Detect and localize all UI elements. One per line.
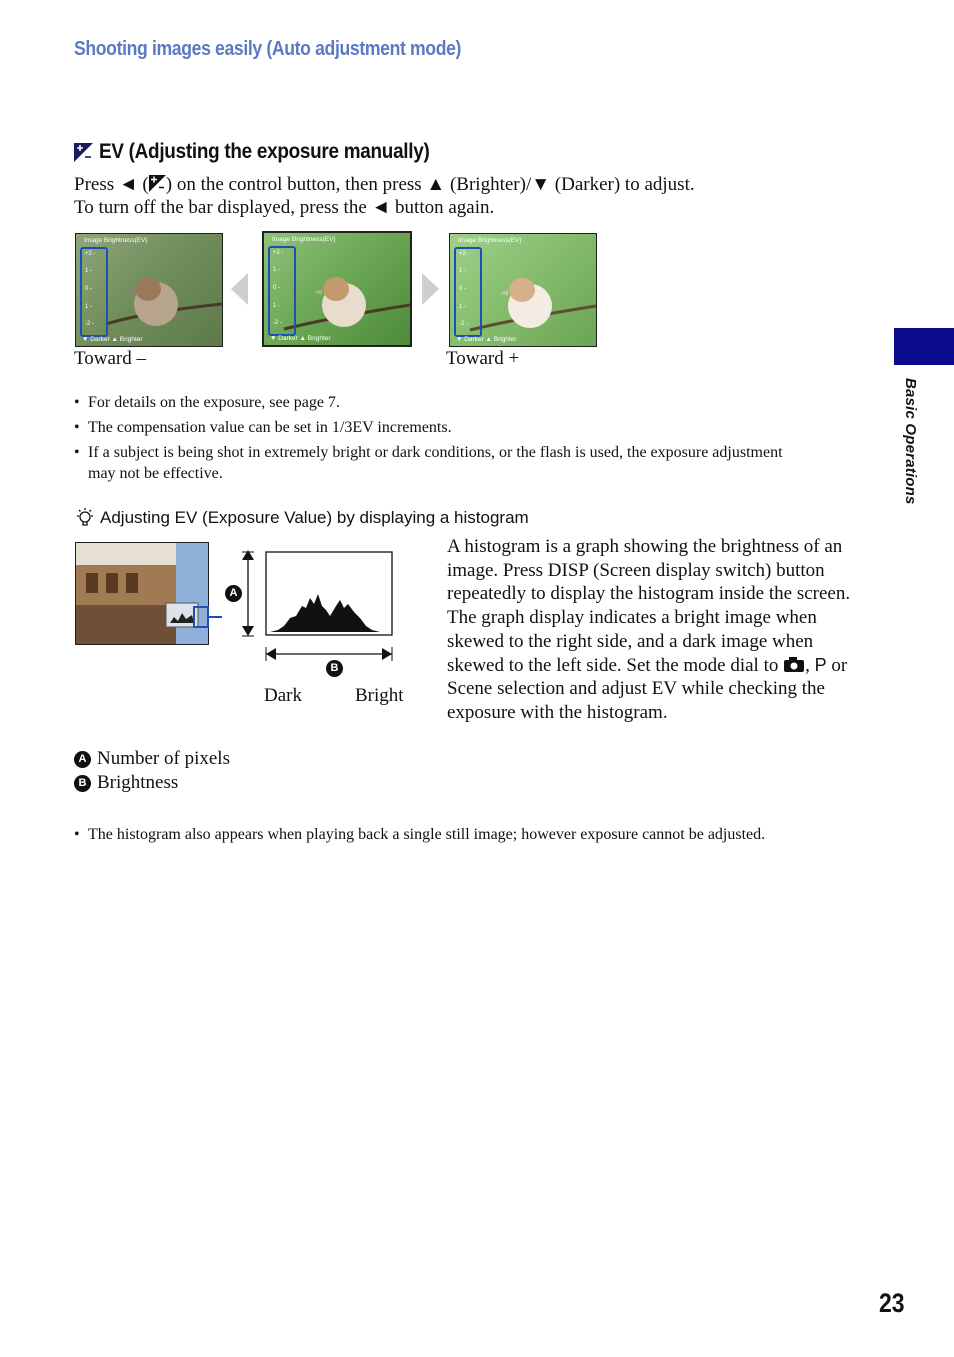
histogram-description (447, 535, 867, 725)
section-title-text: EV (Adjusting the exposure manually) (99, 140, 430, 163)
screen-normal (262, 231, 412, 347)
hint-heading (74, 507, 529, 529)
arrow-left-icon (231, 273, 249, 305)
section-title (74, 140, 466, 164)
histogram-photo (75, 542, 209, 645)
description-text-a: A histogram is a graph showing the brightness of an image. Press DISP (Screen display switch) button repeatedly to display the histogram inside the screen. The graph display indicates a bright image when skewed to the right side, and a dark image when skewed to the left side. Set the mode dial to (447, 536, 851, 676)
note-item: • The compensation value can be set in 1/3EV increments. (74, 419, 452, 436)
legend-a-badge: A (74, 751, 91, 768)
legend-a-text: Number of pixels (97, 748, 230, 769)
final-note: • The histogram also appears when playing back a single still image; however exposure cannot be adjusted. (74, 826, 766, 843)
camera-icon (783, 656, 805, 673)
caption-toward-plus: Toward + (446, 348, 520, 369)
note-item: • For details on the exposure, see page 7. (74, 394, 340, 411)
description-sep: , (805, 654, 810, 676)
side-section-label: Basic Operations (902, 378, 919, 505)
ev-icon (149, 175, 166, 192)
instruction-line-1 (74, 173, 695, 196)
instruction-text-b: ) on the control button, then press ▲ (Brighter)/▼ (Darker) to adjust. (165, 174, 695, 195)
screen-top-label: Image Brightness(EV) (272, 236, 336, 243)
screen-bottom-label: ▼ Darker ▲ Brighter (82, 336, 143, 343)
hint-title: Adjusting EV (Exposure Value) by displaying a histogram (100, 508, 529, 527)
screen-bottom-label: ▼ Darker ▲ Brighter (270, 335, 331, 342)
program-mode-label: P (814, 654, 827, 675)
screen-brighter (449, 233, 597, 347)
histogram-diagram (220, 546, 410, 666)
dark-label: Dark (264, 685, 302, 706)
ev-scale: +2 - 1 - 0 - 1 - -2 - (268, 246, 296, 336)
ev-scale: +2 - 1 - 0 - 1 - -2 - (454, 247, 482, 337)
ev-scale: +2 - 1 - 0 - 1 - -2 - (80, 247, 108, 337)
legend-b (74, 772, 178, 794)
screen-darker (75, 233, 223, 347)
label-b-badge: B (326, 660, 343, 677)
note-item: • If a subject is being shot in extremely bright or dark conditions, or the flash is used, the exposure adjustment may not be effective. (74, 444, 783, 482)
legend-b-text: Brightness (97, 772, 179, 793)
label-a-badge: A (225, 585, 242, 602)
description-text-b: or Scene selection and adjust EV while checking the exposure with the histogram. (447, 654, 848, 723)
hint-bulb-icon (74, 507, 96, 529)
instruction-text-a: Press ◄ ( (74, 174, 149, 195)
caption-toward-minus: Toward – (74, 348, 147, 369)
page-header: Shooting images easily (Auto adjustment mode) (74, 38, 462, 60)
page-number: 23 (879, 1288, 905, 1318)
bright-label: Bright (355, 685, 404, 706)
ev-icon (74, 143, 93, 162)
arrow-right-icon (421, 273, 439, 305)
screen-top-label: Image Brightness(EV) (84, 237, 148, 244)
screen-bottom-label: ▼ Darker ▲ Brighter (456, 336, 517, 343)
callout-line (193, 606, 223, 630)
screen-top-label: Image Brightness(EV) (458, 237, 522, 244)
legend-a (74, 748, 230, 770)
legend-b-badge: B (74, 775, 91, 792)
instruction-line-2: To turn off the bar displayed, press the ◄ button again. (74, 197, 495, 218)
section-tab[interactable] (894, 328, 954, 365)
